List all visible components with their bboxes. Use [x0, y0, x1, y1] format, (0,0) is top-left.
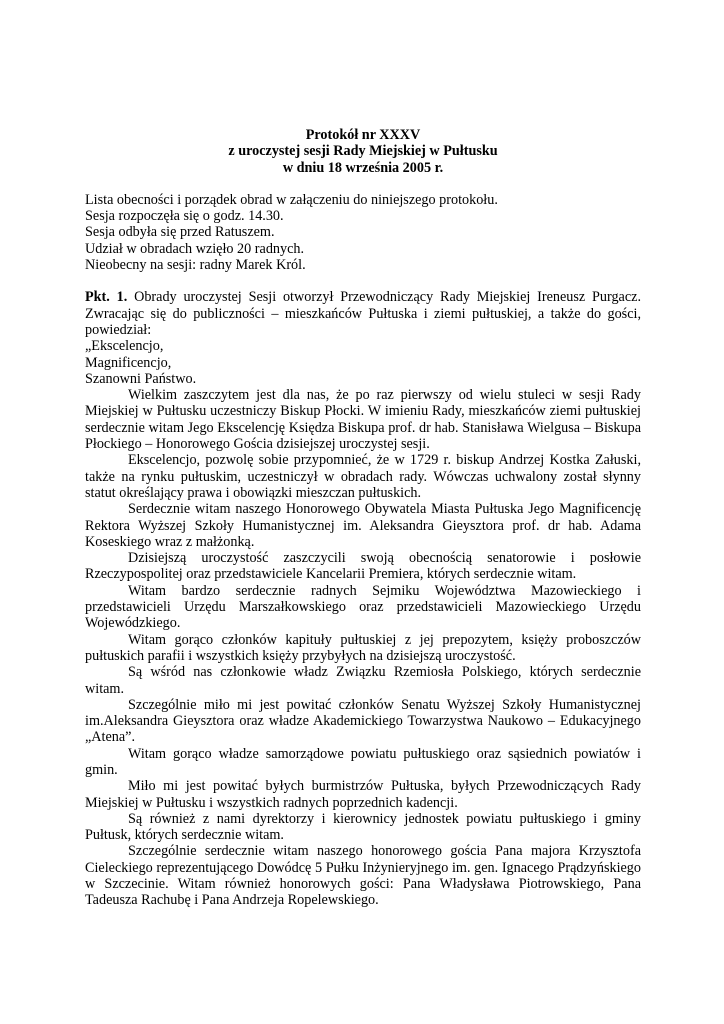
greeting-line: Magnificencjo, [85, 354, 172, 371]
intro-line: Sesja odbyła się przed Ratuszem. [85, 224, 275, 241]
speech-paragraph: Witam gorąco władze samorządowe powiatu pułtuskiego oraz sąsiednich powiatów i gmin. [85, 745, 641, 778]
speech-paragraph: Są również z nami dyrektorzy i kierownicy jednostek powiatu pułtuskiego i gminy Pułtusk, których serdecznie witam. [85, 810, 641, 844]
speech-paragraph: Szczególnie serdecznie witam naszego honorowego gościa Pana majora Krzysztofa Cieleckiego reprezentującego Dowódcę 5 Pułku Inżynieryjnego im. gen. Ignacego Prądzyńskiego w Szczecinie. Witam również honorowych gości: Pana Władysława Piotrowskiego, Pana Tadeusza Rachubę i Pana Andrzeja Ropelewskiego. [85, 843, 641, 909]
speech-paragraph: Dzisiejszą uroczystość zaszczycili swoją obecnością senatorowie i posłowie Rzeczypospolitej oraz przedstawiciele Kancelarii Premiera, których serdecznie witam. [85, 550, 641, 583]
pkt1-opening [85, 289, 641, 338]
document-page [85, 127, 641, 909]
document-subtitle: z uroczystej sesji Rady Miejskiej w Pułtusku [228, 143, 498, 160]
speech-paragraph: Miło mi jest powitać byłych burmistrzów Pułtuska, byłych Przewodniczących Rady Miejskiej w Pułtusku i wszystkich radnych poprzednich kadencji. [85, 778, 641, 811]
greeting-line: „Ekscelencjo, [85, 338, 164, 355]
document-date: w dniu 18 września 2005 r. [282, 159, 444, 176]
pkt1-label: Pkt. 1. [85, 289, 128, 306]
speech-paragraph: Witam bardzo serdecznie radnych Sejmiku Województwa Mazowieckiego i przedstawicieli Urzędu Marszałkowskiego oraz przedstawicieli Mazowieckiego Urzędu Wojewódzkiego. [85, 582, 641, 632]
speech-paragraph: Serdecznie witam naszego Honorowego Obywatela Miasta Pułtuska Jego Magnificencję Rektora Wyższej Szkoły Humanistycznej im. Aleksandra Gieysztora prof. dr hab. Adama Koseskiego wraz z małżonką. [85, 501, 641, 550]
pkt1-opening-text: Obrady uroczystej Sesji otworzył Przewodniczący Rady Miejskiej Ireneusz Purgacz. Zwracając się do publiczności – mieszkańców Pułtuska i ziemi pułtuskiej, a także do gości, powiedział: [85, 289, 641, 338]
intro-line: Nieobecny na sesji: radny Marek Król. [85, 257, 306, 274]
greeting-line: Szanowni Państwo. [85, 370, 197, 387]
speech-paragraph: Witam gorąco członków kapituły pułtuskiej z jej prepozytem, księży proboszczów pułtuskich parafii i wszystkich księży przybyłych na dzisiejszą uroczystość. [85, 631, 641, 664]
speech-paragraph: Szczególnie miło mi jest powitać członków Senatu Wyższej Szkoły Humanistycznej im.Aleksandra Gieysztora oraz władze Akademickiego Towarzystwa Naukowo – Edukacyjnego „Atena”. [85, 696, 641, 746]
intro-section [85, 192, 641, 273]
intro-line: Lista obecności i porządek obrad w załączeniu do niniejszego protokołu. [85, 191, 498, 208]
speech-paragraph: Ekscelencjo, pozwolę sobie przypomnieć, że w 1729 r. biskup Andrzej Kostka Załuski, także na rynku pułtuskim, uczestniczył w obradach rady. Wówczas uchwalony został słynny statut określający prawa i obowiązki mieszczan pułtuskich. [85, 452, 641, 501]
intro-line: Udział w obradach wzięło 20 radnych. [85, 240, 305, 257]
speech-paragraph: Są wśród nas członkowie władz Związku Rzemiosła Polskiego, których serdecznie witam. [85, 664, 641, 697]
intro-line: Sesja rozpoczęła się o godz. 14.30. [85, 208, 284, 225]
speech-paragraph: Wielkim zaszczytem jest dla nas, że po raz pierwszy od wielu stuleci w sesji Rady Miejskiej w Pułtusku uczestniczy Biskup Płocki. W imieniu Rady, mieszkańców ziemi pułtuskiej serdecznie witam Jego Ekscelencję Księdza Biskupa prof. dr hab. Stanisława Wielgusa – Biskupa Płockiego – Honorowego Gościa dzisiejszej uroczystej sesji. [85, 387, 641, 453]
document-title: Protokół nr XXXV [305, 127, 421, 143]
title-block [85, 127, 641, 176]
pkt1-section [85, 289, 641, 908]
